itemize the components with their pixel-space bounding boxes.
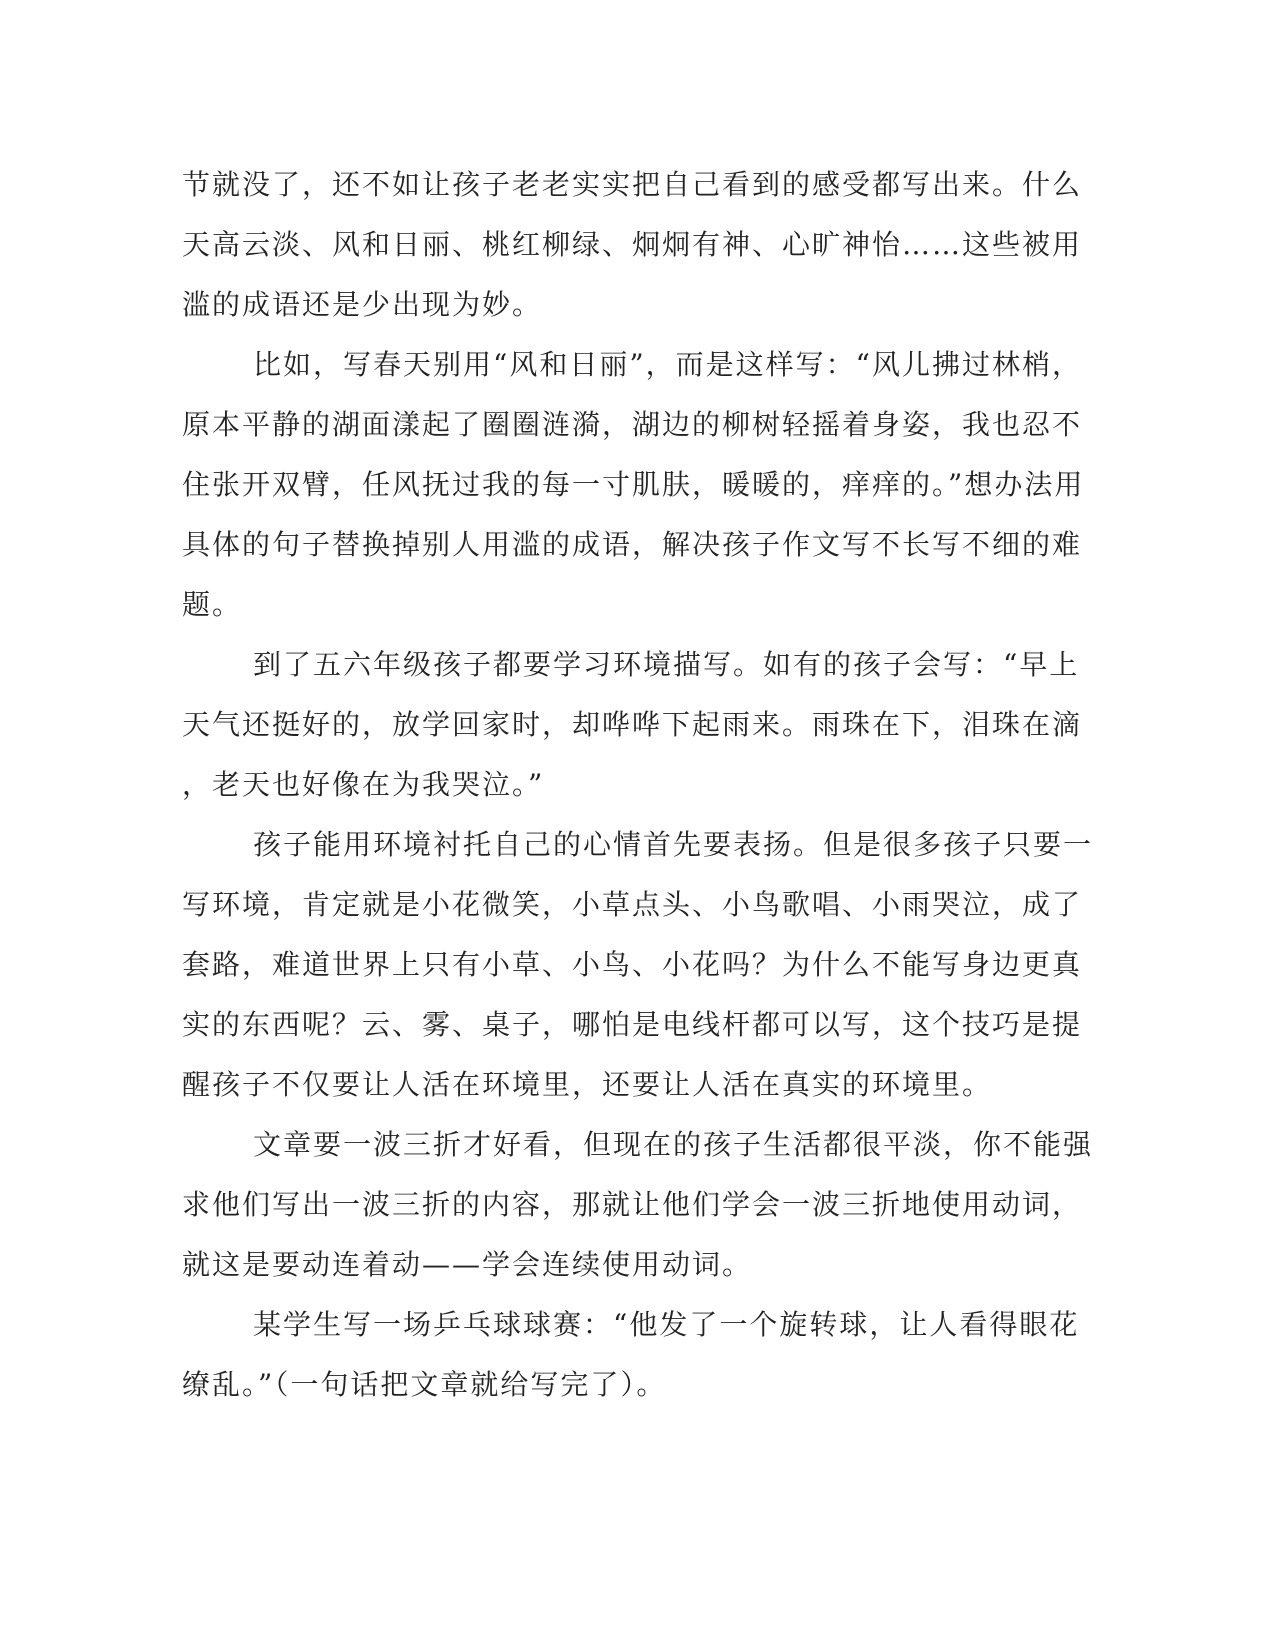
text-line: 实的东西呢？云、雾、桌子，哪怕是电线杆都可以写，这个技巧是提 (182, 1008, 1083, 1041)
text-line: 具体的句子替换掉别人用滥的成语，解决孩子作文写不长写不细的难 (182, 528, 1083, 561)
text-line: 住张开双臂，任风抚过我的每一寸肌肤，暖暖的，痒痒的。”想办法用 (182, 468, 1085, 501)
paragraph (182, 635, 1083, 815)
text-line: 天高云淡、风和日丽、桃红柳绿、炯炯有神、心旷神怡……这些被用 (182, 228, 1083, 261)
text-line: 天气还挺好的，放学回家时，却哗哗下起雨来。雨珠在下，泪珠在滴 (182, 708, 1083, 741)
paragraph (182, 1295, 1080, 1415)
text-line: 滥的成语还是少出现为妙。 (182, 288, 543, 321)
text-line: ，老天也好像在为我哭泣。” (182, 768, 545, 801)
paragraph (182, 1115, 1094, 1295)
text-line: 某学生写一场乒乓球球赛：“他发了一个旋转球，让人看得眼花 (253, 1308, 1080, 1341)
text-line: 节就没了，还不如让孩子老老实实把自己看到的感受都写出来。什么 (182, 168, 1083, 201)
text-line: 孩子能用环境衬托自己的心情首先要表扬。但是很多孩子只要一 (253, 828, 1094, 861)
paragraph (182, 815, 1094, 1115)
paragraph (182, 335, 1085, 635)
text-line: 就这是要动连着动——学会连续使用动词。 (182, 1248, 753, 1281)
text-line: 原本平静的湖面漾起了圈圈涟漪，湖边的柳树轻摇着身姿，我也忍不 (182, 408, 1083, 441)
text-line: 套路，难道世界上只有小草、小鸟、小花吗？为什么不能写身边更真 (182, 948, 1083, 981)
text-line: 题。 (182, 588, 243, 621)
text-line: 写环境，肯定就是小花微笑，小草点头、小鸟歌唱、小雨哭泣，成了 (182, 888, 1083, 921)
text-line: 醒孩子不仅要让人活在环境里，还要让人活在真实的环境里。 (182, 1068, 993, 1101)
document-body (182, 155, 1094, 1415)
text-line: 到了五六年级孩子都要学习环境描写。如有的孩子会写：“早上 (253, 648, 1080, 681)
text-line: 比如，写春天别用“风和日丽”，而是这样写：“风儿拂过林梢， (253, 348, 1082, 381)
paragraph (182, 155, 1083, 335)
text-line: 缭乱。”（一句话把文章就给写完了）。 (182, 1368, 667, 1401)
text-line: 求他们写出一波三折的内容，那就让他们学会一波三折地使用动词， (182, 1188, 1083, 1221)
text-line: 文章要一波三折才好看，但现在的孩子生活都很平淡，你不能强 (253, 1128, 1094, 1161)
